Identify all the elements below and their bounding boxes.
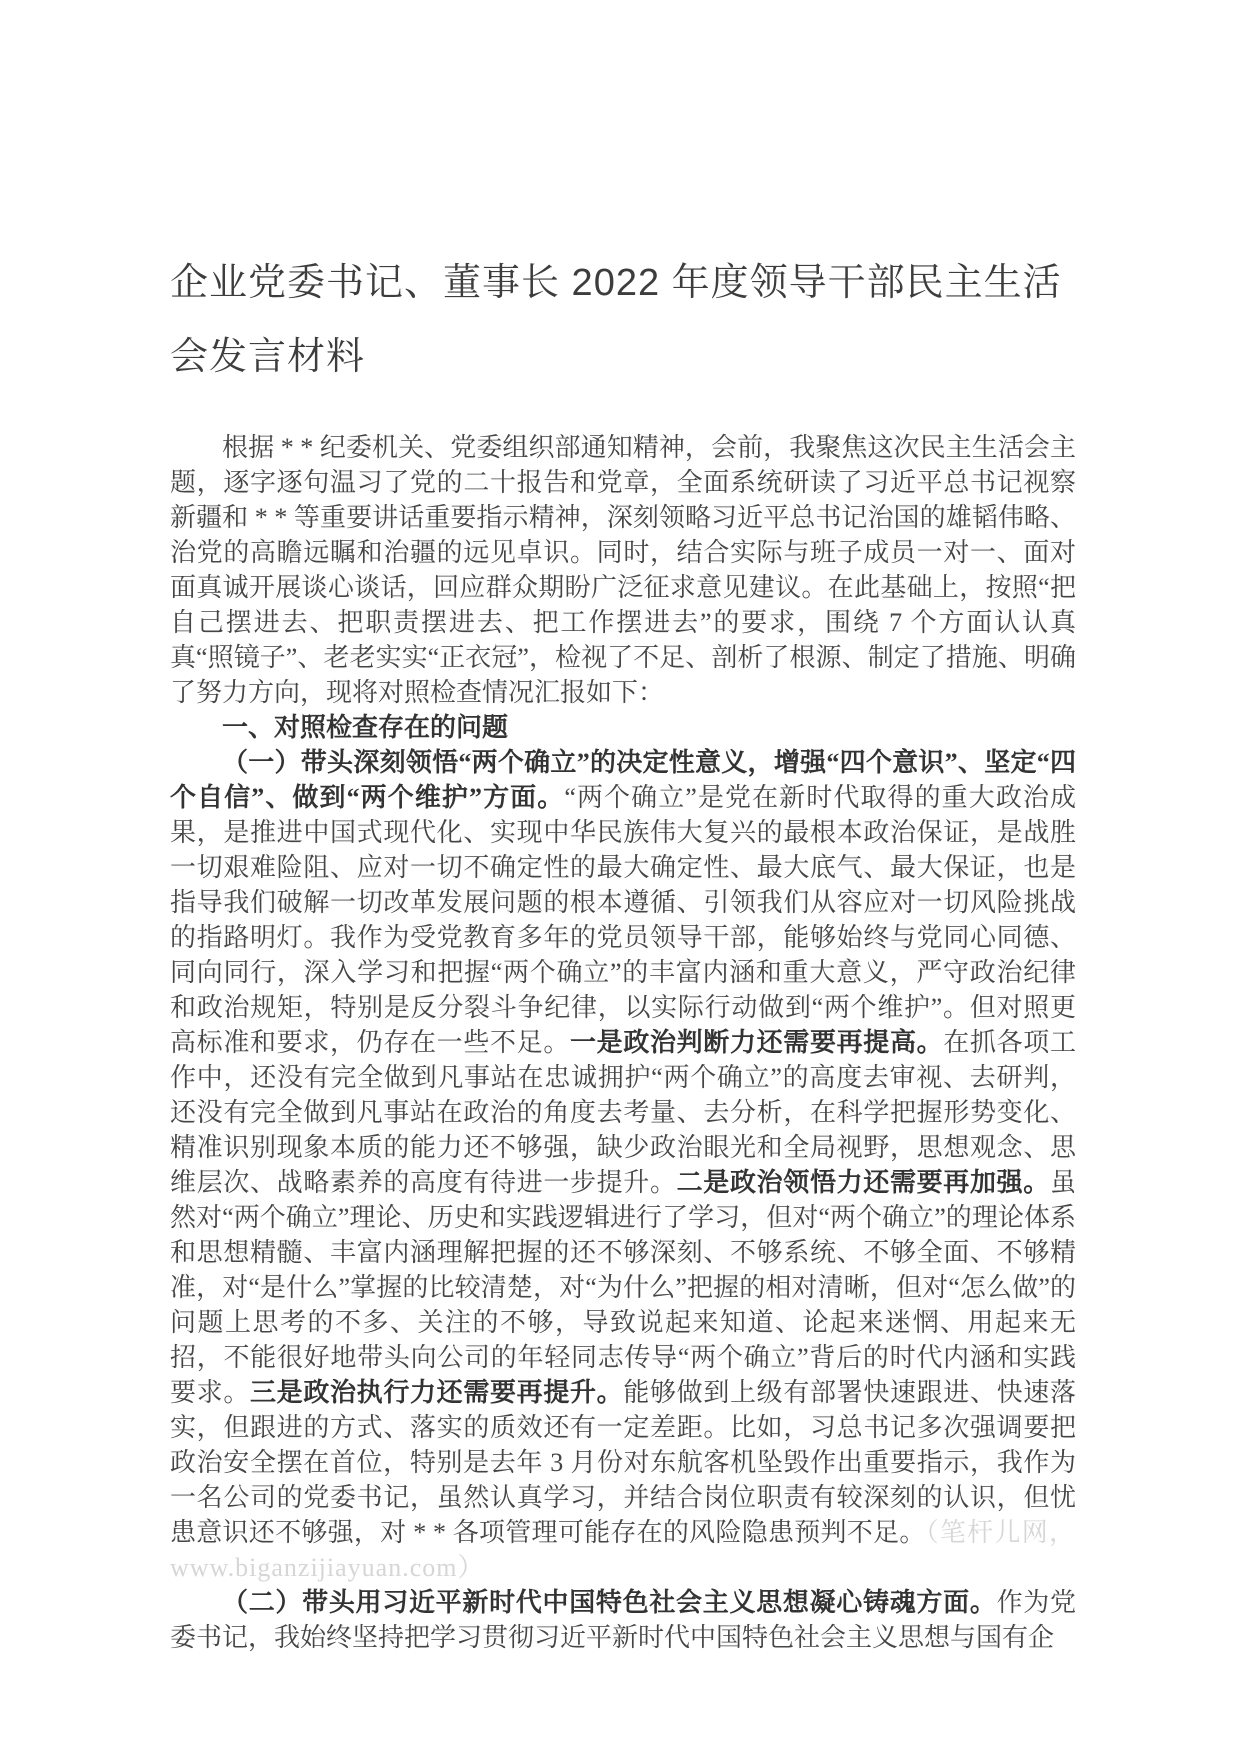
document-body xyxy=(170,430,1076,1655)
text-run: “两个确立”是党在新时代取得的重大政治成果，是推进中国式现代化、实现中华民族伟大复兴的最根本政治保证，是战胜一切艰难险阻、应对一切不确定性的最大确定性、最大底气、最大保证，也是指导我们破解一切改革发展问题的根本遵循、引领我们从容应对一切风险挑战的指路明灯。我作为受党教育多年的党员领导干部，能够始终与党同心同德、同向同行，深入学习和把握“两个确立”的丰富内涵和重大意义，严守政治纪律和政治规矩，特别是反分裂斗争纪律，以实际行动做到“两个维护”。但对照更高标准和要求，仍存在一些不足。 xyxy=(170,783,1076,1057)
paragraph xyxy=(170,745,1076,1585)
text-run: 三是政治执行力还需要再提升。 xyxy=(250,1378,624,1407)
text-run: （二）带头用习近平新时代中国特色社会主义思想凝心铸魂方面。 xyxy=(222,1588,997,1617)
watermark-text: （笔杆儿网，www.biganzijiayuan.com） xyxy=(170,1518,1076,1582)
document-title: 企业党委书记、董事长 2022 年度领导干部民主生活会发言材料 xyxy=(170,262,1062,378)
text-run: 在抓各项工作中，还没有完全做到凡事站在忠诚拥护“两个确立”的高度去审视、去研判，还没有完全做到凡事站在政治的角度去考量、去分析，在科学把握形势变化、精准识别现象本质的能力还不够强，缺少政治眼光和全局视野，思想观念、思维层次、战略素养的高度有待进一步提升。 xyxy=(170,1028,1076,1197)
text-run: 虽然对“两个确立”理论、历史和实践逻辑进行了学习，但对“两个确立”的理论体系和思想精髓、丰富内涵理解把握的还不够深刻、不够系统、不够全面、不够精准，对“是什么”掌握的比较清楚，对“为什么”把握的相对清晰，但对“怎么做”的问题上思考的不多、关注的不够，导致说起来知道、论起来迷惘、用起来无招，不能很好地带头向公司的年轻同志传导“两个确立”背后的时代内涵和实践要求。 xyxy=(170,1168,1076,1407)
text-run: 二是政治领悟力还需要再加强。 xyxy=(676,1168,1050,1197)
text-run: 作为党委书记，我始终坚持把学习贯彻习近平新时代中国特色社会主义思想与国有企 xyxy=(170,1588,1076,1652)
text-run: 根据 * * 纪委机关、党委组织部通知精神，会前，我聚焦这次民主生活会主题，逐字逐句温习了党的二十报告和党章，全面系统研读了习近平总书记视察新疆和 * * 等重要讲话重要指示精神，深刻领略习近平总书记治国的雄韬伟略、治党的高瞻远瞩和治疆的远见卓识。同时，结合实际与班子成员一对一、面对面真诚开展谈心谈话，回应群众期盼广泛征求意见建议。在此基础上，按照“把自己摆进去、把职责摆进去、把工作摆进去”的要求，围绕 7 个方面认认真真“照镜子”、老老实实“正衣冠”，检视了不足、剖析了根源、制定了措施、明确了努力方向，现将对照检查情况汇报如下： xyxy=(170,433,1076,707)
text-run: 能够做到上级有部署快速跟进、快速落实，但跟进的方式、落实的质效还有一定差距。比如，习总书记多次强调要把政治安全摆在首位，特别是去年 3 月份对东航客机坠毁作出重要指示，我作为一名公司的党委书记，虽然认真学习，并结合岗位职责有较深刻的认识，但忧患意识还不够强，对 * * 各项管理可能存在的风险隐患预判不足。 xyxy=(170,1378,1076,1547)
paragraph xyxy=(170,1585,1076,1655)
text-run: （一）带头深刻领悟“两个确立”的决定性意义，增强“四个意识”、坚定“四个自信”、做到“两个维护”方面。 xyxy=(170,748,1076,812)
paragraph xyxy=(170,430,1076,710)
section-heading xyxy=(170,710,1076,745)
text-run: 一是政治判断力还需要再提高。 xyxy=(569,1028,944,1057)
text-run: 一、对照检查存在的问题 xyxy=(222,713,509,742)
